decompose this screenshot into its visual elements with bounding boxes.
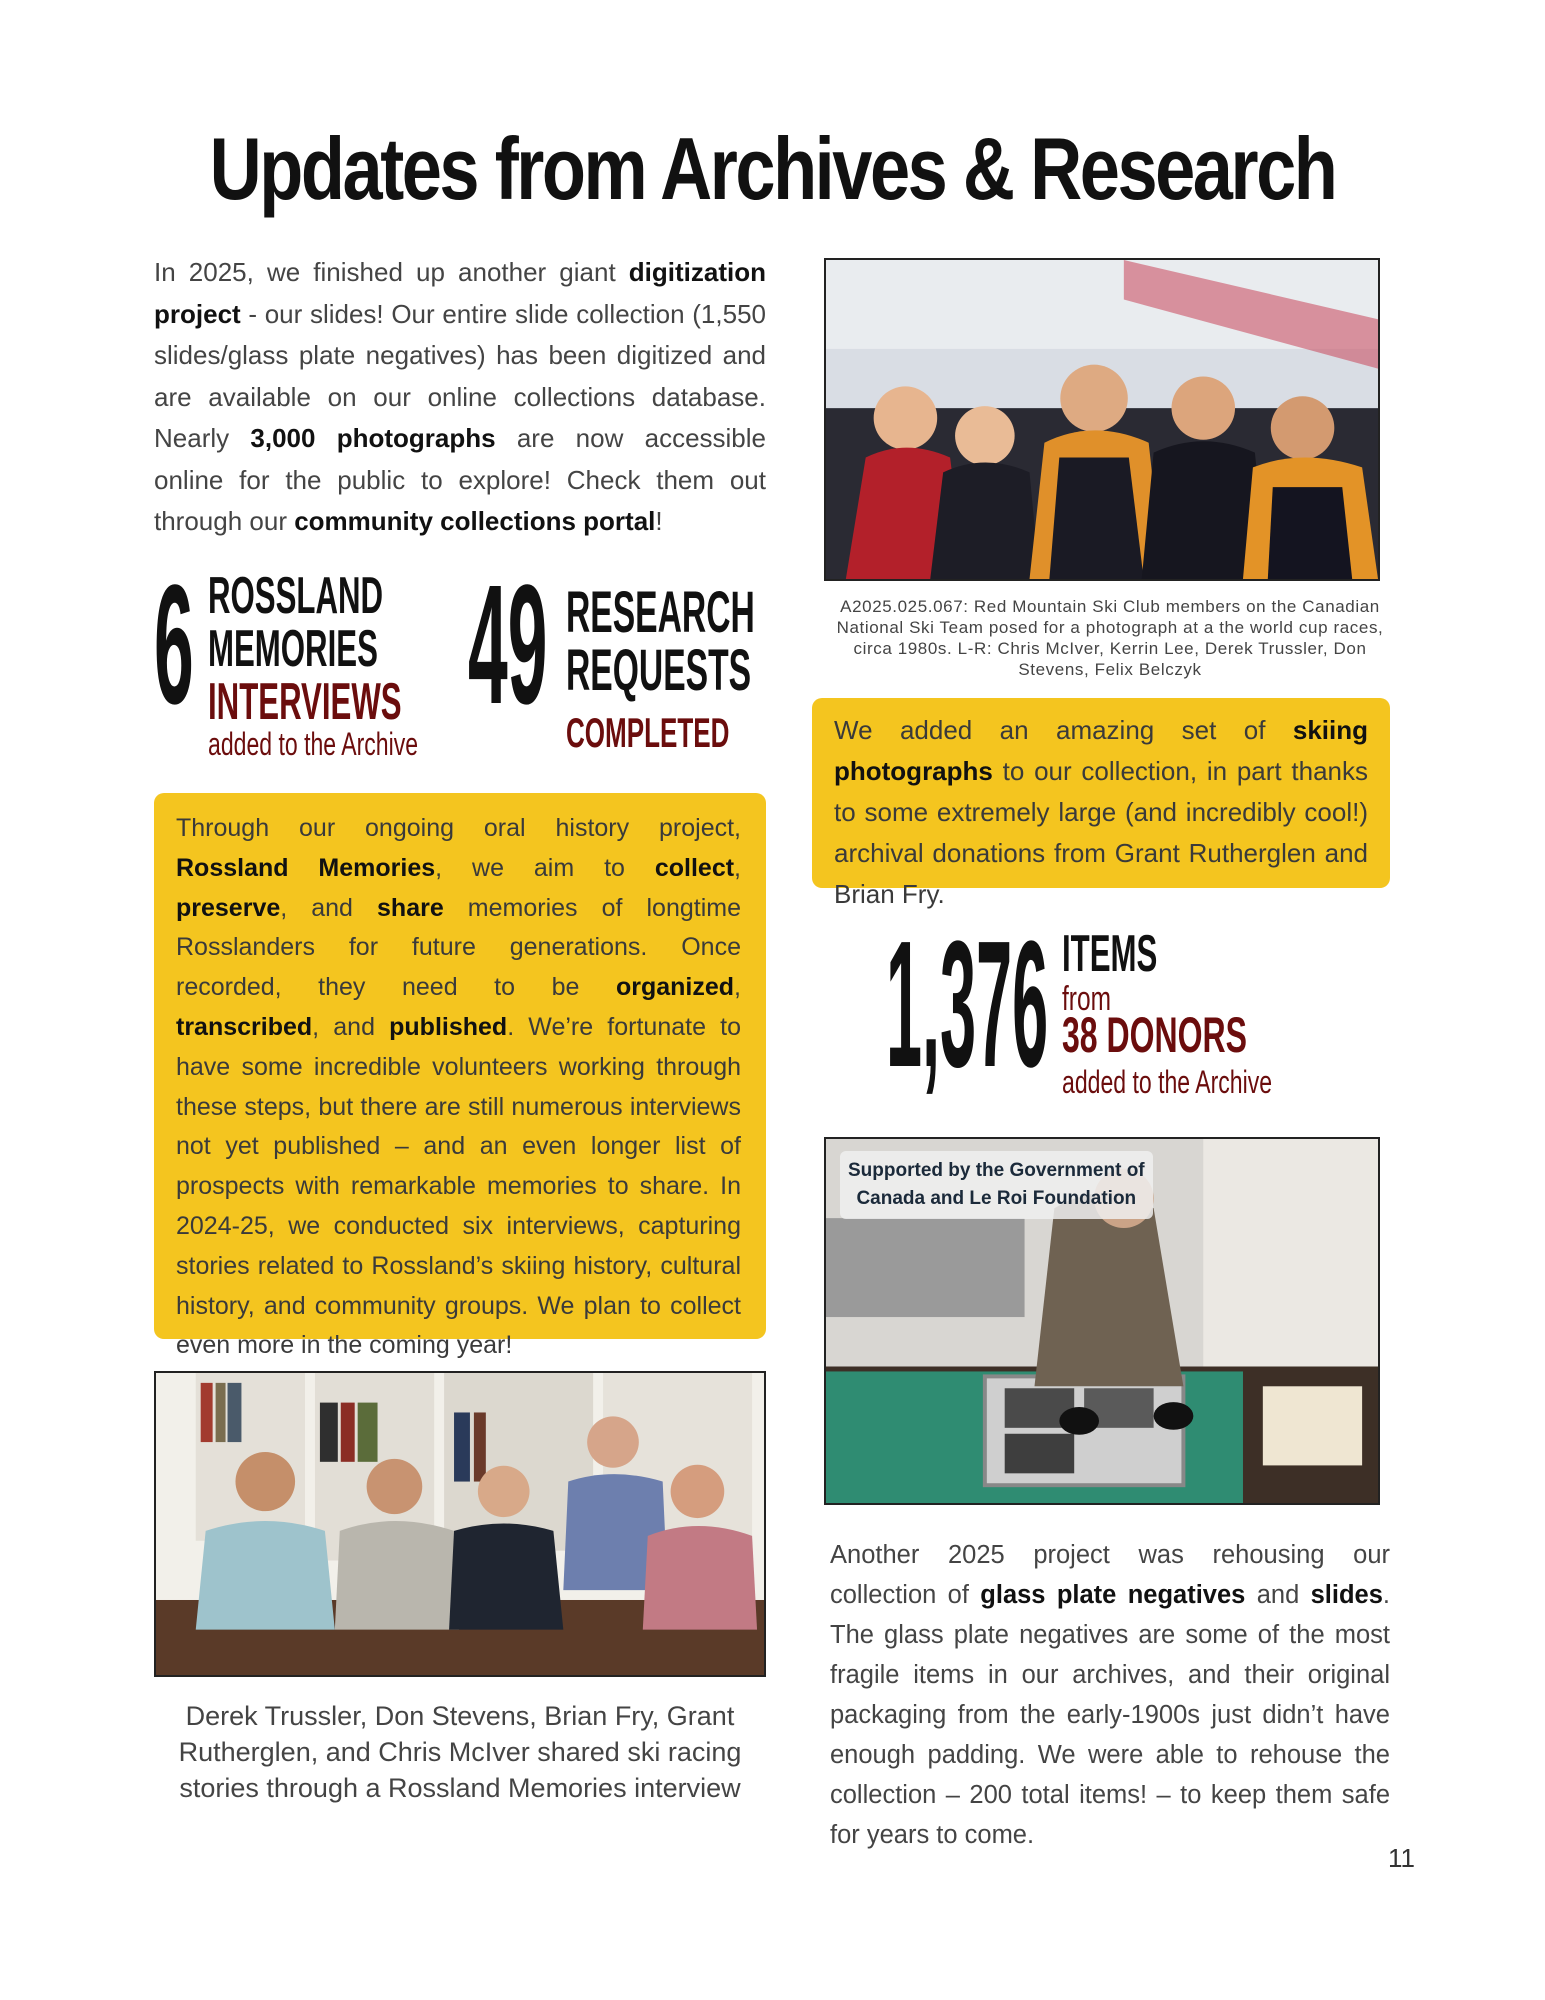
stat-interviews-line3: INTERVIEWS (208, 673, 402, 731)
box-bold-preserve: preserve (176, 893, 281, 922)
stat-research-line3: COMPLETED (566, 709, 730, 756)
box-bold-published: published (389, 1012, 508, 1041)
stat-research-line2: REQUESTS (566, 638, 752, 703)
box-text: , and (312, 1012, 390, 1041)
box-text: , we aim to (435, 853, 655, 882)
box-bold-skiing-photographs: skiing photographs (834, 715, 1368, 786)
page-number: 11 (1388, 1843, 1415, 1873)
support-badge-line1: Supported by the Government of (848, 1160, 1145, 1181)
intro-text: - our slides! Our entire slide collection (1,550 slides/glass plate negatives) has been digitized and are available on our online collections database. Nearly (154, 298, 766, 453)
box-text: to our collection, in part thanks to some extremely large (and incredibly cool!) archival donations from Grant Rutherglen and Brian Fry. (834, 756, 1368, 909)
box-text: . We’re fortunate to have some incredible volunteers working through these steps, but there are still numerous interviews not yet published – and an even longer list of prospects with remarkable memories to share. In 2024-25, we conducted six interviews, capturing stories related to Rossland’s skiing history, cultural history, and community groups. We plan to collect even more in the coming year! (176, 1012, 741, 1360)
stat-items-line2: from (1062, 980, 1111, 1018)
box-text: We added an amazing set of (834, 715, 1293, 745)
box-text: memories of longtime Rosslanders for future generations. Once recorded, they need to be (176, 893, 741, 1002)
stat-interviews-number: 6 (154, 550, 194, 740)
rehouse-bold-glass-plates: glass plate negatives (980, 1581, 1246, 1609)
box-bold-organized: organized (615, 973, 735, 1002)
intro-text: are now accessible online for the public to explore! Check them out through our (154, 423, 767, 536)
rehousing-photo (824, 1137, 1380, 1505)
box-text: Through our ongoing oral history project, (176, 814, 741, 842)
box-text: , (734, 973, 741, 1002)
box-bold-rossland-memories: Rossland Memories (176, 853, 436, 882)
group-photo-caption: Derek Trussler, Don Stevens, Brian Fry, Grant Rutherglen, and Chris McIver shared ski racing stories through a Rossland Memories interview (178, 1701, 742, 1803)
interview-group-photo (154, 1371, 766, 1677)
rehouse-text: and (1245, 1581, 1311, 1609)
stat-items-number: 1,376 (886, 904, 1049, 1105)
box-bold-transcribed: transcribed (176, 1012, 313, 1041)
intro-bold-portal: community collections portal (294, 506, 656, 536)
stat-interviews-line4: added to the Archive (208, 726, 419, 762)
intro-text: ! (655, 506, 663, 536)
oral-history-box (154, 793, 766, 1360)
box-bold-share: share (377, 893, 444, 922)
intro-bold-digitization: digitization project (154, 257, 766, 329)
stat-research-line1: RESEARCH (566, 580, 755, 645)
support-badge (840, 1151, 1153, 1219)
intro-text: In 2025, we finished up another giant (154, 257, 629, 287)
stat-interviews-line1: ROSSLAND (208, 567, 384, 625)
ski-team-photo (824, 258, 1380, 581)
support-badge-line2: Canada and Le Roi Foundation (856, 1188, 1137, 1209)
box-bold-collect: collect (654, 853, 735, 882)
page-title: Updates from Archives & Research (209, 119, 1336, 218)
intro-bold-photographs: 3,000 photographs (250, 423, 496, 453)
stat-items-line3: 38 DONORS (1062, 1007, 1247, 1063)
rehouse-text: Another 2025 project was rehousing our collection of (830, 1541, 1390, 1609)
rehouse-bold-slides: slides (1310, 1581, 1383, 1609)
intro-paragraph (154, 252, 766, 543)
stat-research-number: 49 (468, 550, 548, 740)
rehousing-paragraph (830, 1535, 1390, 1855)
ski-photo-caption: A2025.025.067: Red Mountain Ski Club members on the Canadian National Ski Team posed for a photograph at a the world cup races, circa 1980s. L-R: Chris McIver, Kerrin Lee, Derek Trussler, Don Stevens, Felix Belczyk (836, 597, 1384, 679)
box-text: , and (280, 893, 378, 922)
skiing-photos-box (812, 698, 1390, 909)
stat-items-line4: added to the Archive (1062, 1064, 1273, 1100)
stat-interviews-line2: MEMORIES (208, 620, 378, 678)
rehouse-text: . The glass plate negatives are some of the most fragile items in our archives, and their original packaging from the early-1900s just didn’t have enough padding. We were able to rehouse the collection – 200 total items! – to keep them safe for years to come. (830, 1581, 1390, 1849)
box-text: , (734, 853, 741, 882)
stat-items-line1: ITEMS (1062, 925, 1158, 983)
